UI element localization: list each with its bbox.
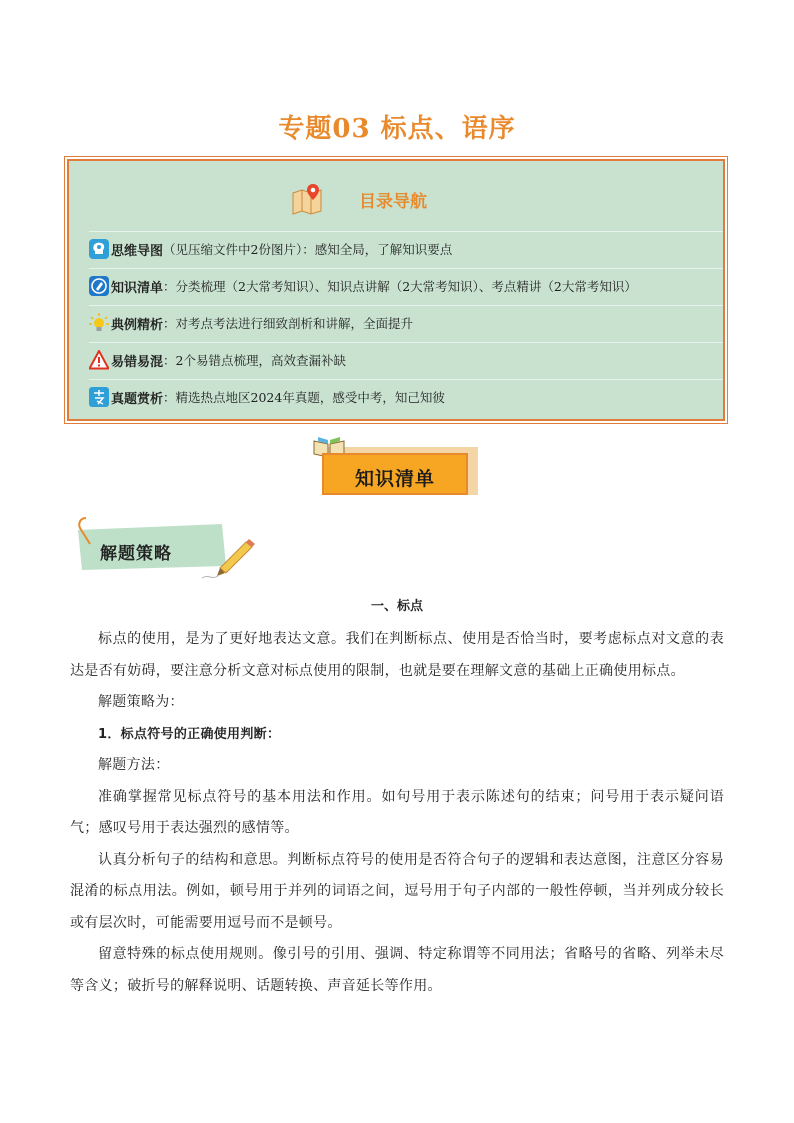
paragraph: 标点的使用，是为了更好地表达文意。我们在判断标点、使用是否恰当时，要考虑标点对文意的表达是否有妨碍，要注意分析文意对标点使用的限制，也就是要在理解文意的基础上正确使用标点。 (70, 631, 724, 679)
toc-item-desc: ：分类梳理（2大常考知识）、知识点讲解（2大常考知识）、考点精讲（2大常考知识） (163, 279, 637, 294)
exam-badge-icon (89, 387, 109, 407)
toc-item-desc: ：精选热点地区2024年真题，感受中考，知己知彼 (163, 390, 445, 405)
pencil-circle-icon (89, 276, 109, 296)
toc-header (69, 181, 723, 221)
brain-head-icon (89, 239, 109, 259)
toc-item-exams[interactable] (89, 379, 723, 414)
banner-box (322, 453, 468, 495)
toc-item-key: 真题赏析 (111, 391, 164, 407)
paragraph: 解题方法： (98, 757, 170, 773)
toc-heading: 目录导航 (359, 192, 427, 212)
toc-item-key: 易错易混 (111, 354, 164, 370)
toc-item-examples[interactable] (89, 305, 723, 340)
toc-item-mistakes[interactable] (89, 342, 723, 377)
banner-label: 知识清单 (354, 468, 435, 490)
lightbulb-icon (89, 313, 109, 333)
warning-triangle-icon (89, 350, 109, 370)
toc-item-desc: ：2个易错点梳理，高效查漏补缺 (163, 353, 346, 368)
subheading: 1．标点符号的正确使用判断： (98, 726, 281, 742)
tag-label: 解题策略 (100, 544, 172, 564)
toc-item-desc: ：对考点考法进行细致剖析和讲解，全面提升 (163, 316, 414, 331)
toc-item-desc: （见压缩文件中2份图片）：感知全局，了解知识要点 (163, 242, 453, 257)
paragraph: 留意特殊的标点使用规则。像引号的引用、强调、特定称谓等不同用法；省略号的省略、列举未尽等含义；破折号的解释说明、话题转换、声音延长等作用。 (70, 946, 724, 994)
toc-item-knowledge[interactable] (89, 268, 723, 303)
map-pin-icon (291, 183, 325, 215)
main-content (70, 596, 724, 1002)
page-title: 专题03 标点、语序 (278, 114, 516, 144)
paragraph: 准确掌握常见标点符号的基本用法和作用。如句号用于表示陈述句的结束；问号用于表示疑问语气；感叹号用于表达强烈的感情等。 (70, 788, 724, 836)
section-title: 一、标点 (370, 599, 423, 614)
toc-panel (67, 159, 725, 421)
toc-item-mindmap[interactable] (89, 231, 723, 266)
paragraph: 解题策略为： (98, 694, 184, 710)
strategy-tag (70, 516, 260, 586)
toc-item-key: 知识清单 (111, 280, 164, 296)
toc-item-key: 思维导图 (111, 243, 164, 259)
section-banner (310, 435, 490, 501)
toc-item-key: 典例精析 (111, 317, 164, 333)
paragraph: 认真分析句子的结构和意思。判断标点符号的使用是否符合句子的逻辑和表达意图，注意区分容易混淆的标点用法。例如，顿号用于并列的词语之间，逗号用于句子内部的一般性停顿，当并列成分较长或有层次时，可能需要用逗号而不是顿号。 (70, 851, 724, 931)
